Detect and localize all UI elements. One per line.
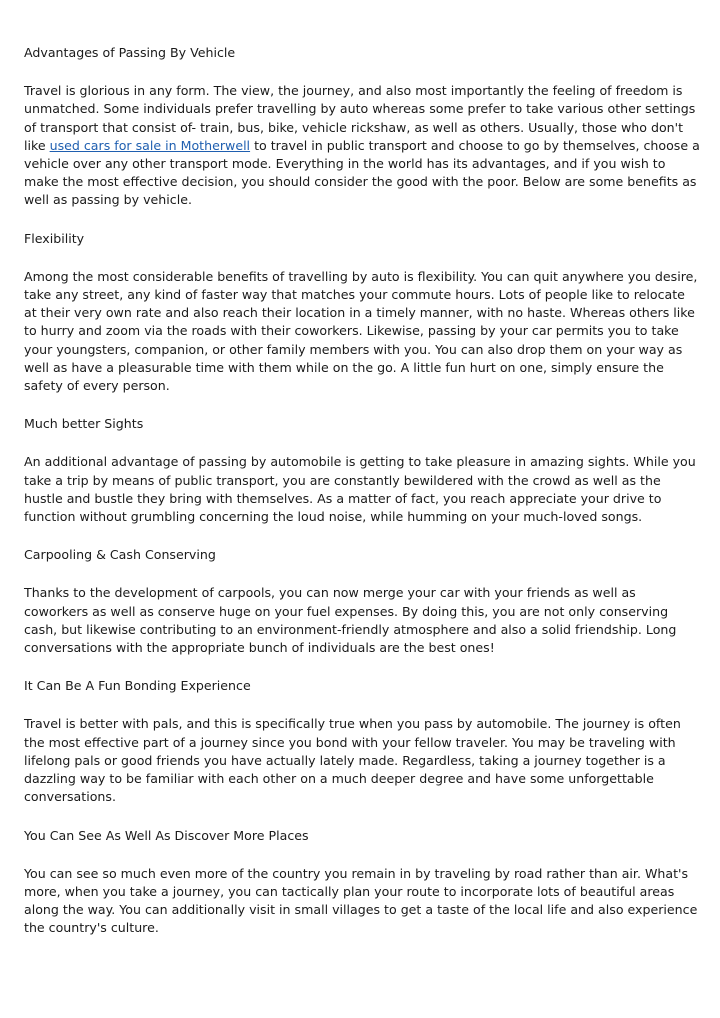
section-heading-sights: Much better Sights xyxy=(24,416,144,432)
section-paragraph-sights: An additional advantage of passing by automobile is getting to take pleasure in amazing sights. While you take a trip by means of public transport, you are constantly bewildered with the crowd as well as the hustle and bustle they bring with themselves. As a matter of fact, you reach appreciate your drive to function without grumbling concerning the loud noise, while humming on your much-loved songs. xyxy=(24,454,696,525)
section-paragraph-carpooling: Thanks to the development of carpools, you can now merge your car with your friends as well as coworkers as well as conserve huge on your fuel expenses. By doing this, you are not only conserving cash, but likewise contributing to an environment-friendly atmosphere and also a solid friendship. Long conversations with the appropriate bunch of individuals are the best ones! xyxy=(24,585,677,656)
section-heading-advantages: Advantages of Passing By Vehicle xyxy=(24,45,236,60)
section-paragraph-flexibility: Among the most considerable benefits of travelling by auto is flexibility. You can quit anywhere you desire, take any street, any kind of faster way that matches your commute hours. Lots of people like to relocate at their very own rate and also reach their location in a timely manner, with no haste. Whereas others like to hurry and zoom via the roads with their coworkers. Likewise, passing by your car permits you to take your youngsters, companion, or other family members with you. You can also drop them on your way as well as have a pleasurable time with them while on the go. A little fun hurt on one, simply ensure the safety of every person. xyxy=(24,268,698,394)
section-heading-discover: You Can See As Well As Discover More Places xyxy=(24,827,309,843)
section-heading-bonding: It Can Be A Fun Bonding Experience xyxy=(24,678,251,694)
section-heading-carpooling: Carpooling & Cash Conserving xyxy=(24,547,216,563)
used-cars-link[interactable]: used cars for sale in Motherwell xyxy=(49,137,251,153)
paragraph-text-before-link: Travel is glorious in any form. The view, the journey, and also most importantly the feeling of freedom is unmatched. Some individuals prefer travelling by auto whereas some prefer to take various other settings of transport that consist of- train, bus, bike, vehicle rickshaw, as well as others. Usually, those who don't like xyxy=(24,83,696,153)
section-paragraph-bonding: Travel is better with pals, and this is specifically true when you pass by automobile. The journey is often the most effective part of a journey since you bond with your fellow traveler. You may be traveling with lifelong pals or good friends you have actually lately made. Regardless, taking a journey together is a dazzling way to be familiar with each other on a much deeper degree and have some unforgettable conversations. xyxy=(24,716,681,805)
section-paragraph-discover: You can see so much even more of the country you remain in by traveling by road rather than air. What's more, when you take a journey, you can tactically plan your route to incorporate lots of beautiful areas along the way. You can additionally visit in small villages to get a taste of the local life and also experience the country's culture. xyxy=(24,865,698,936)
paragraph-text-after-link: to travel in public transport and choose to go by themselves, choose a vehicle over any other transport mode. Everything in the world has its advantages, and if you wish to make the most effective decision, you should consider the good with the poor. Below are some benefits as well as passing by vehicle. xyxy=(24,137,700,208)
section-heading-flexibility: Flexibility xyxy=(24,230,85,246)
section-paragraph-advantages xyxy=(24,82,700,209)
